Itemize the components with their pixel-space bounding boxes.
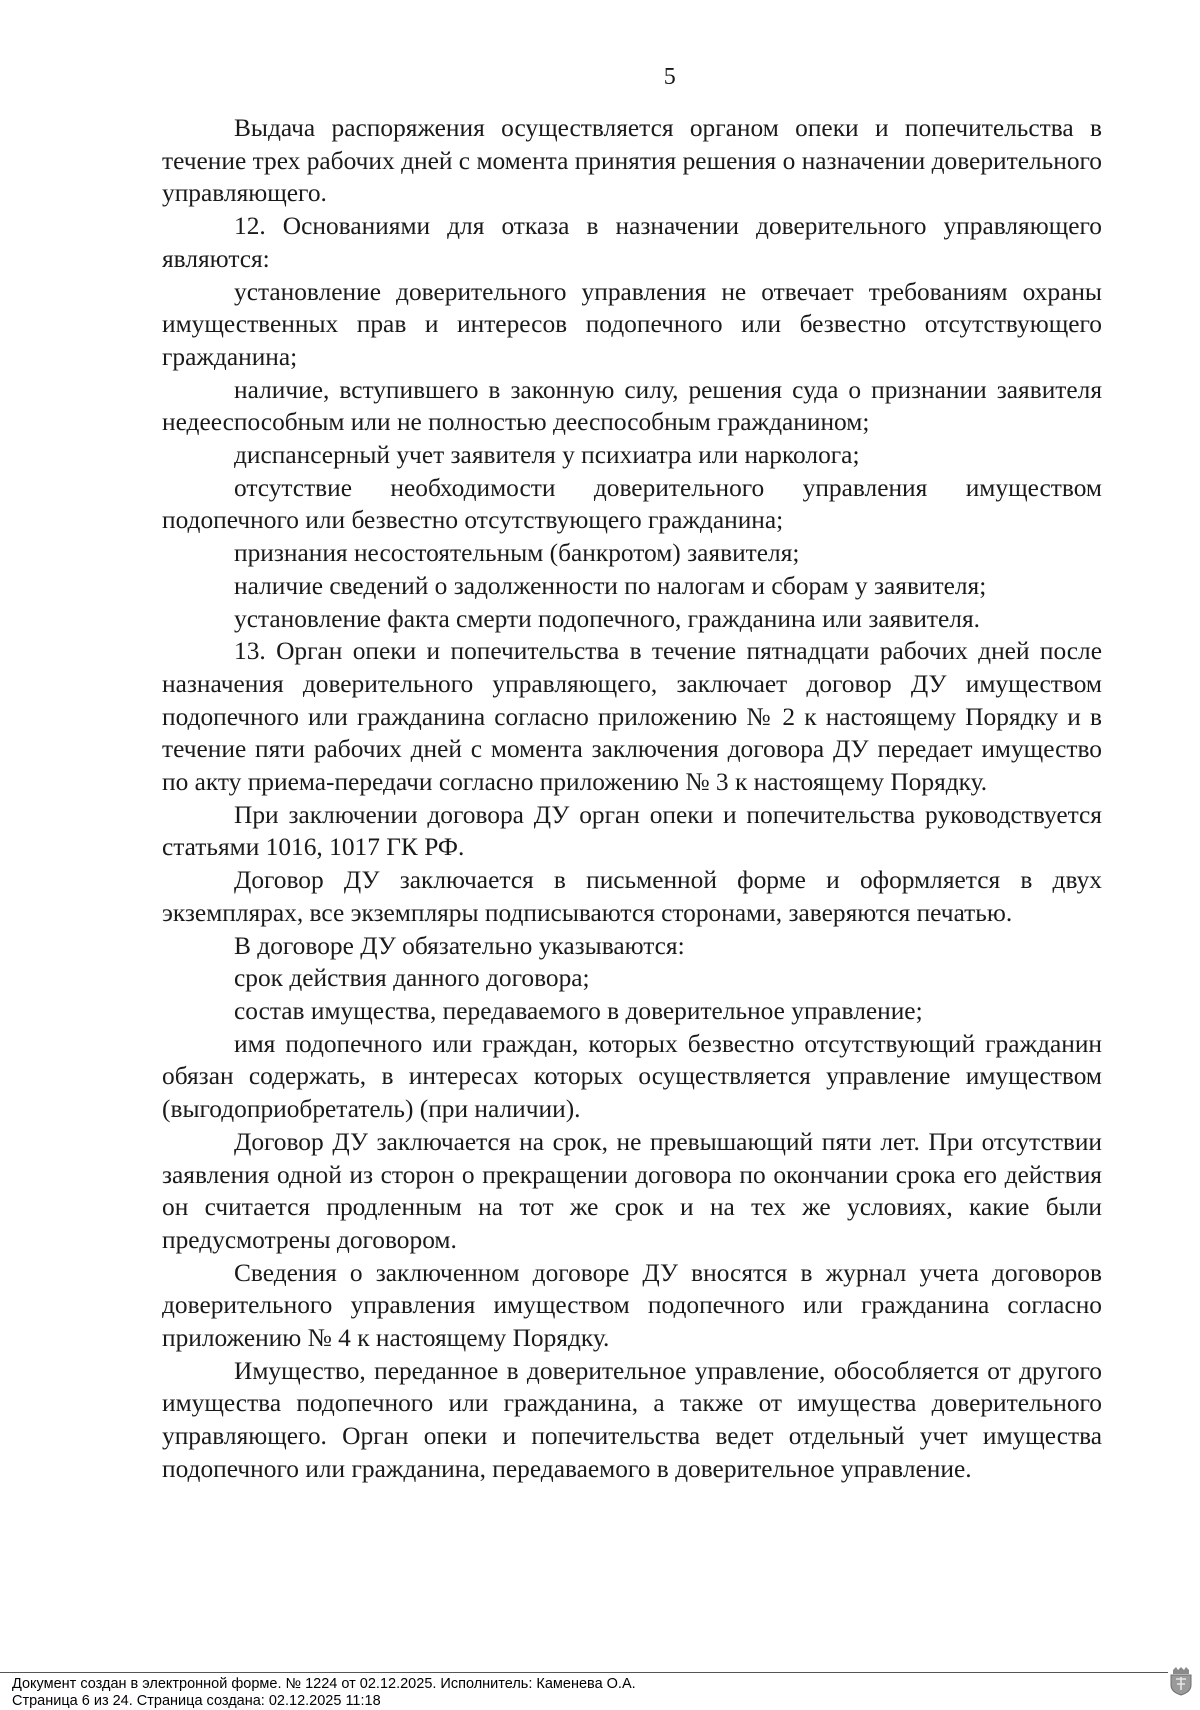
coat-of-arms-icon [1168, 1666, 1194, 1696]
paragraph: При заключении договора ДУ орган опеки и попечительства руководствуется статьями 1016, 1017 ГК РФ. [162, 800, 1102, 862]
footer-page-info: Страница 6 из 24. Страница создана: 02.12.2025 11:18 [12, 1693, 381, 1709]
paragraph: Выдача распоряжения осуществляется органом опеки и попечительства в течение трех рабочих дней с момента принятия решения о назначении доверительного управляющего. [162, 114, 1102, 208]
document-body [162, 112, 1102, 1486]
page-number: 5 [663, 64, 677, 90]
paragraph: диспансерный учет заявителя у психиатра или нарколога; [234, 441, 860, 470]
paragraph: наличие сведений о задолженности по налогам и сборам у заявителя; [234, 571, 987, 600]
paragraph: Договор ДУ заключается в письменной форме и оформляется в двух экземплярах, все экземпляры подписываются сторонами, заверяются печатью. [162, 866, 1102, 927]
footer-divider [0, 1672, 1168, 1673]
paragraph: наличие, вступившего в законную силу, решения суда о признании заявителя недееспособным или не полностью дееспособным гражданином; [162, 375, 1102, 437]
paragraph: имя подопечного или граждан, которых безвестно отсутствующий гражданин обязан содержать, в интересах которых осуществляется управление имуществом (выгодоприобретатель) (при наличии). [162, 1029, 1102, 1124]
footer-document-info: Документ создан в электронной форме. № 1224 от 02.12.2025. Исполнитель: Каменева О.А. [12, 1676, 636, 1692]
paragraph: 12. Основаниями для отказа в назначении доверительного управляющего являются: [162, 212, 1102, 273]
paragraph: установление доверительного управления не отвечает требованиям охраны имущественных прав и интересов подопечного или безвестно отсутствующего гражданина; [162, 277, 1102, 371]
paragraph: признания несостоятельным (банкротом) заявителя; [234, 539, 800, 568]
paragraph: Имущество, переданное в доверительное управление, обособляется от другого имущества подопечного или гражданина, а также от имущества доверительного управляющего. Орган опеки и попечительства ведет отдельный учет имущества подопечного или гражданина, передаваемого в доверительное управление. [162, 1356, 1102, 1483]
paragraph: В договоре ДУ обязательно указываются: [234, 931, 685, 960]
paragraph: срок действия данного договора; [234, 964, 590, 993]
paragraph: Сведения о заключенном договоре ДУ вносятся в журнал учета договоров доверительного управления имуществом подопечного или гражданина согласно приложению № 4 к настоящему Порядку. [162, 1258, 1102, 1353]
paragraph: 13. Орган опеки и попечительства в течение пятнадцати рабочих дней после назначения доверительного управляющего, заключает договор ДУ имуществом подопечного или гражданина согласно приложению № 2 к настоящему Порядку и в течение пяти рабочих дней с момента заключения договора ДУ передает имущество по акту приема-передачи согласно приложению № 3 к настоящему Порядку. [162, 637, 1102, 797]
paragraph: состав имущества, передаваемого в доверительное управление; [234, 996, 923, 1025]
paragraph: отсутствие необходимости доверительного управления имуществом подопечного или безвестно отсутствующего гражданина; [162, 473, 1102, 535]
paragraph: установление факта смерти подопечного, гражданина или заявителя. [234, 604, 980, 633]
paragraph: Договор ДУ заключается на срок, не превышающий пяти лет. При отсутствии заявления одной из сторон о прекращении договора по окончании срока его действия он считается продленным на тот же срок и на тех же условиях, какие были предусмотрены договором. [162, 1127, 1102, 1254]
footer [12, 1676, 636, 1710]
